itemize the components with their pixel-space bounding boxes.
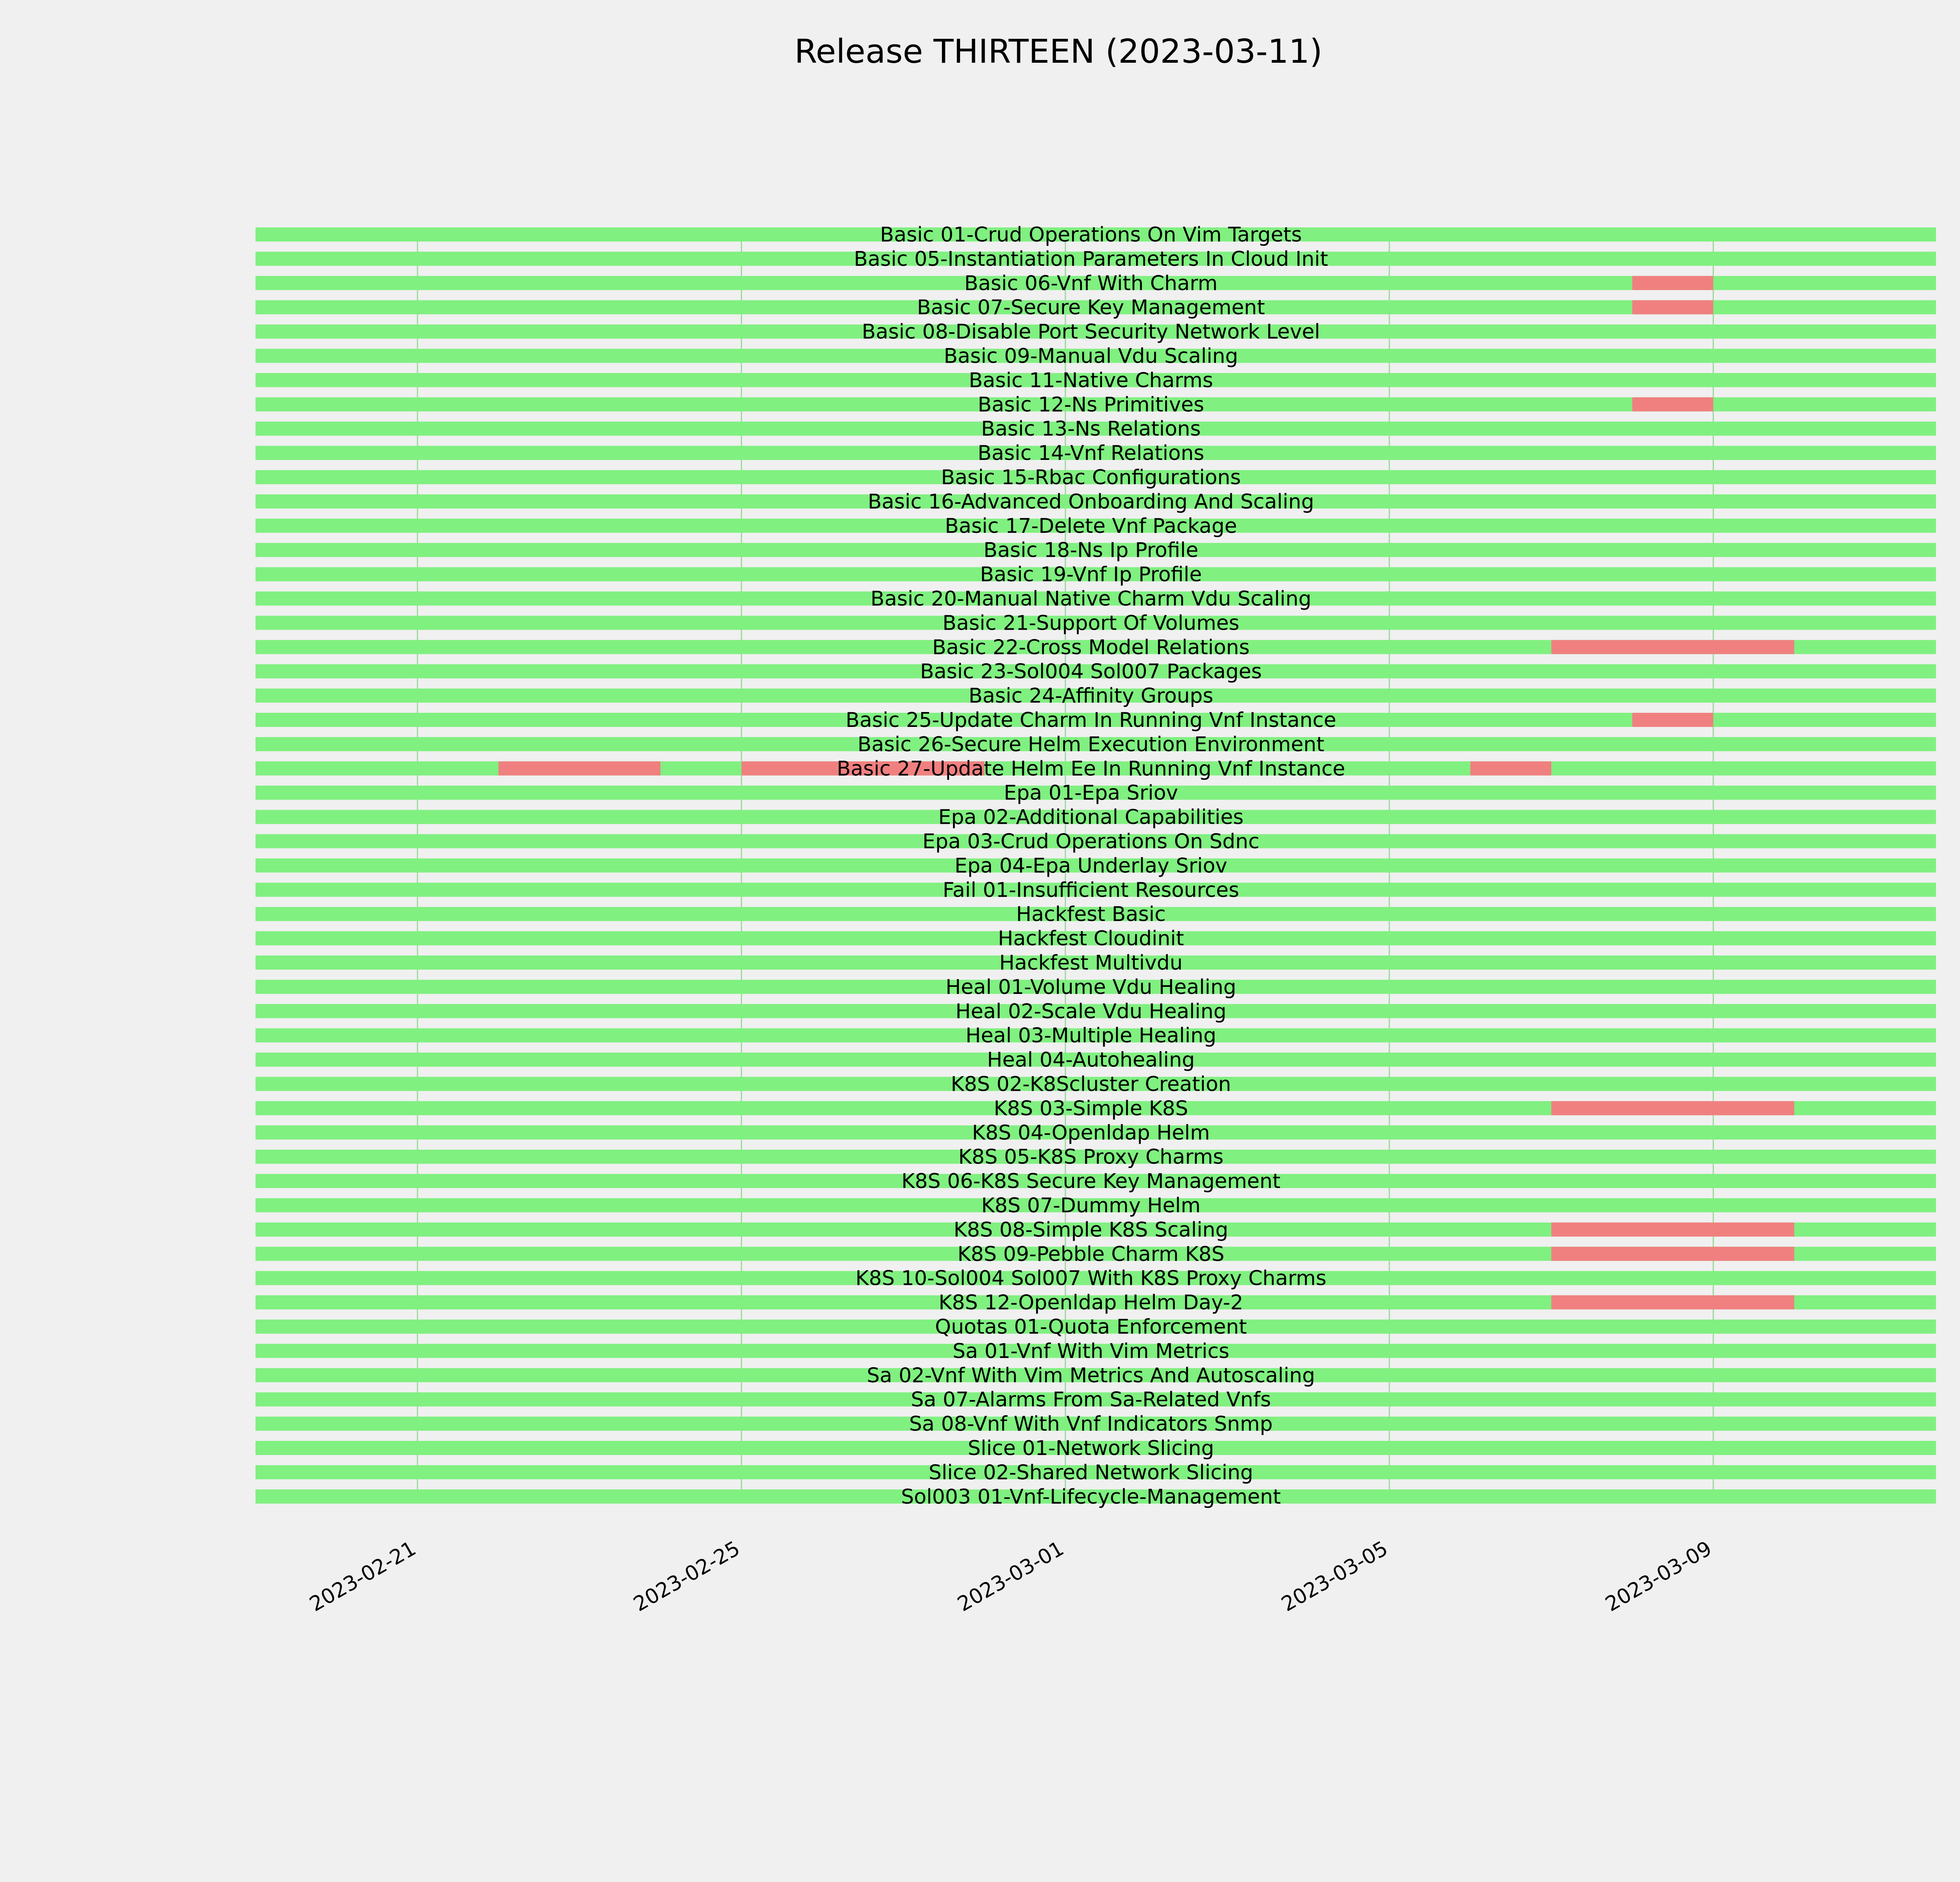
row-label: Epa 04-Epa Underlay Sriov bbox=[955, 854, 1227, 878]
row-label: Basic 18-Ns Ip Profile bbox=[983, 538, 1199, 562]
row-label: Heal 03-Multiple Healing bbox=[965, 1024, 1216, 1048]
row-label: Basic 19-Vnf Ip Profile bbox=[980, 563, 1202, 587]
row-label: Basic 17-Delete Vnf Package bbox=[945, 514, 1237, 538]
row-label: Basic 20-Manual Native Charm Vdu Scaling bbox=[870, 587, 1312, 611]
row-label: Heal 01-Volume Vdu Healing bbox=[946, 975, 1236, 999]
row-label: Basic 25-Update Charm In Running Vnf Instance bbox=[846, 708, 1336, 732]
row-label: K8S 08-Simple K8S Scaling bbox=[953, 1218, 1229, 1242]
row-label: Quotas 01-Quota Enforcement bbox=[935, 1315, 1247, 1339]
row-label: Slice 01-Network Slicing bbox=[967, 1437, 1214, 1460]
fail-segment bbox=[1551, 1223, 1794, 1237]
row-label: K8S 09-Pebble Charm K8S bbox=[957, 1242, 1225, 1266]
row-label: Basic 13-Ns Relations bbox=[981, 417, 1201, 441]
row-label: Basic 15-Rbac Configurations bbox=[941, 466, 1241, 489]
row-label: Sa 01-Vnf With Vim Metrics bbox=[952, 1339, 1230, 1363]
row-label: Heal 04-Autohealing bbox=[987, 1048, 1195, 1072]
x-tick-label: 2023-02-25 bbox=[630, 1537, 744, 1617]
row-label: K8S 07-Dummy Helm bbox=[981, 1194, 1201, 1217]
x-tick-label: 2023-03-01 bbox=[953, 1537, 1068, 1617]
row-label: K8S 10-Sol004 Sol007 With K8S Proxy Charms bbox=[855, 1266, 1327, 1290]
row-label: K8S 06-K8S Secure Key Management bbox=[901, 1170, 1281, 1194]
row-label: K8S 03-Simple K8S bbox=[994, 1097, 1188, 1121]
fail-segment bbox=[1551, 1295, 1794, 1310]
row-label: Basic 14-Vnf Relations bbox=[977, 441, 1205, 465]
x-tick-label: 2023-03-05 bbox=[1277, 1537, 1392, 1617]
row-label: Epa 03-Crud Operations On Sdnc bbox=[922, 830, 1259, 854]
row-label: Basic 05-Instantiation Parameters In Cloud Init bbox=[854, 247, 1328, 271]
row-label: Sa 08-Vnf With Vnf Indicators Snmp bbox=[909, 1412, 1273, 1436]
row-label: Basic 08-Disable Port Security Network Level bbox=[862, 320, 1320, 344]
fail-segment bbox=[1470, 761, 1552, 776]
row-label: Basic 26-Secure Helm Execution Environment bbox=[857, 732, 1325, 756]
row-label: Epa 01-Epa Sriov bbox=[1004, 781, 1178, 805]
row-label: Basic 22-Cross Model Relations bbox=[932, 636, 1250, 659]
row-label: Hackfest Basic bbox=[1016, 903, 1166, 926]
row-label: Fail 01-Insufficient Resources bbox=[942, 878, 1240, 902]
row-label: K8S 12-Openldap Helm Day-2 bbox=[938, 1291, 1243, 1315]
row-label: K8S 04-Openldap Helm bbox=[972, 1121, 1210, 1145]
row-label: Basic 16-Advanced Onboarding And Scaling bbox=[867, 490, 1314, 514]
row-label: K8S 02-K8Scluster Creation bbox=[951, 1072, 1231, 1096]
fail-segment bbox=[1632, 276, 1713, 290]
fail-segment bbox=[1632, 397, 1713, 411]
row-label: Slice 02-Shared Network Slicing bbox=[928, 1461, 1254, 1484]
row-label: Hackfest Cloudinit bbox=[998, 927, 1184, 951]
row-label: Sa 02-Vnf With Vim Metrics And Autoscaling bbox=[867, 1364, 1315, 1388]
fail-segment bbox=[499, 761, 661, 776]
row-label: Epa 02-Additional Capabilities bbox=[938, 805, 1244, 829]
row-label: Basic 07-Secure Key Management bbox=[917, 296, 1265, 320]
row-label: Basic 23-Sol004 Sol007 Packages bbox=[920, 660, 1262, 684]
fail-segment bbox=[1551, 640, 1794, 654]
x-tick-label: 2023-03-09 bbox=[1601, 1537, 1716, 1617]
row-label: Heal 02-Scale Vdu Healing bbox=[955, 999, 1227, 1023]
row-label: Basic 11-Native Charms bbox=[969, 369, 1213, 392]
row-label: K8S 05-K8S Proxy Charms bbox=[958, 1145, 1224, 1169]
x-tick-label: 2023-02-21 bbox=[305, 1537, 420, 1617]
row-label: Basic 06-Vnf With Charm bbox=[964, 271, 1218, 295]
row-label: Basic 27-Update Helm Ee In Running Vnf Instance bbox=[837, 757, 1345, 781]
row-label: Basic 24-Affinity Groups bbox=[968, 684, 1214, 708]
row-label: Hackfest Multivdu bbox=[999, 951, 1183, 975]
fail-segment bbox=[1551, 1101, 1794, 1115]
chart-title: Release THIRTEEN (2023-03-11) bbox=[794, 32, 1323, 71]
fail-segment bbox=[1632, 300, 1713, 314]
row-label: Sol003 01-Vnf-Lifecycle-Management bbox=[901, 1485, 1281, 1509]
row-label: Basic 01-Crud Operations On Vim Targets bbox=[880, 223, 1302, 247]
fail-segment bbox=[1551, 1247, 1794, 1261]
row-label: Sa 07-Alarms From Sa-Related Vnfs bbox=[911, 1388, 1271, 1412]
row-label: Basic 09-Manual Vdu Scaling bbox=[944, 344, 1238, 368]
row-label: Basic 21-Support Of Volumes bbox=[942, 611, 1240, 635]
row-label: Basic 12-Ns Primitives bbox=[978, 393, 1204, 417]
fail-segment bbox=[1632, 713, 1713, 727]
